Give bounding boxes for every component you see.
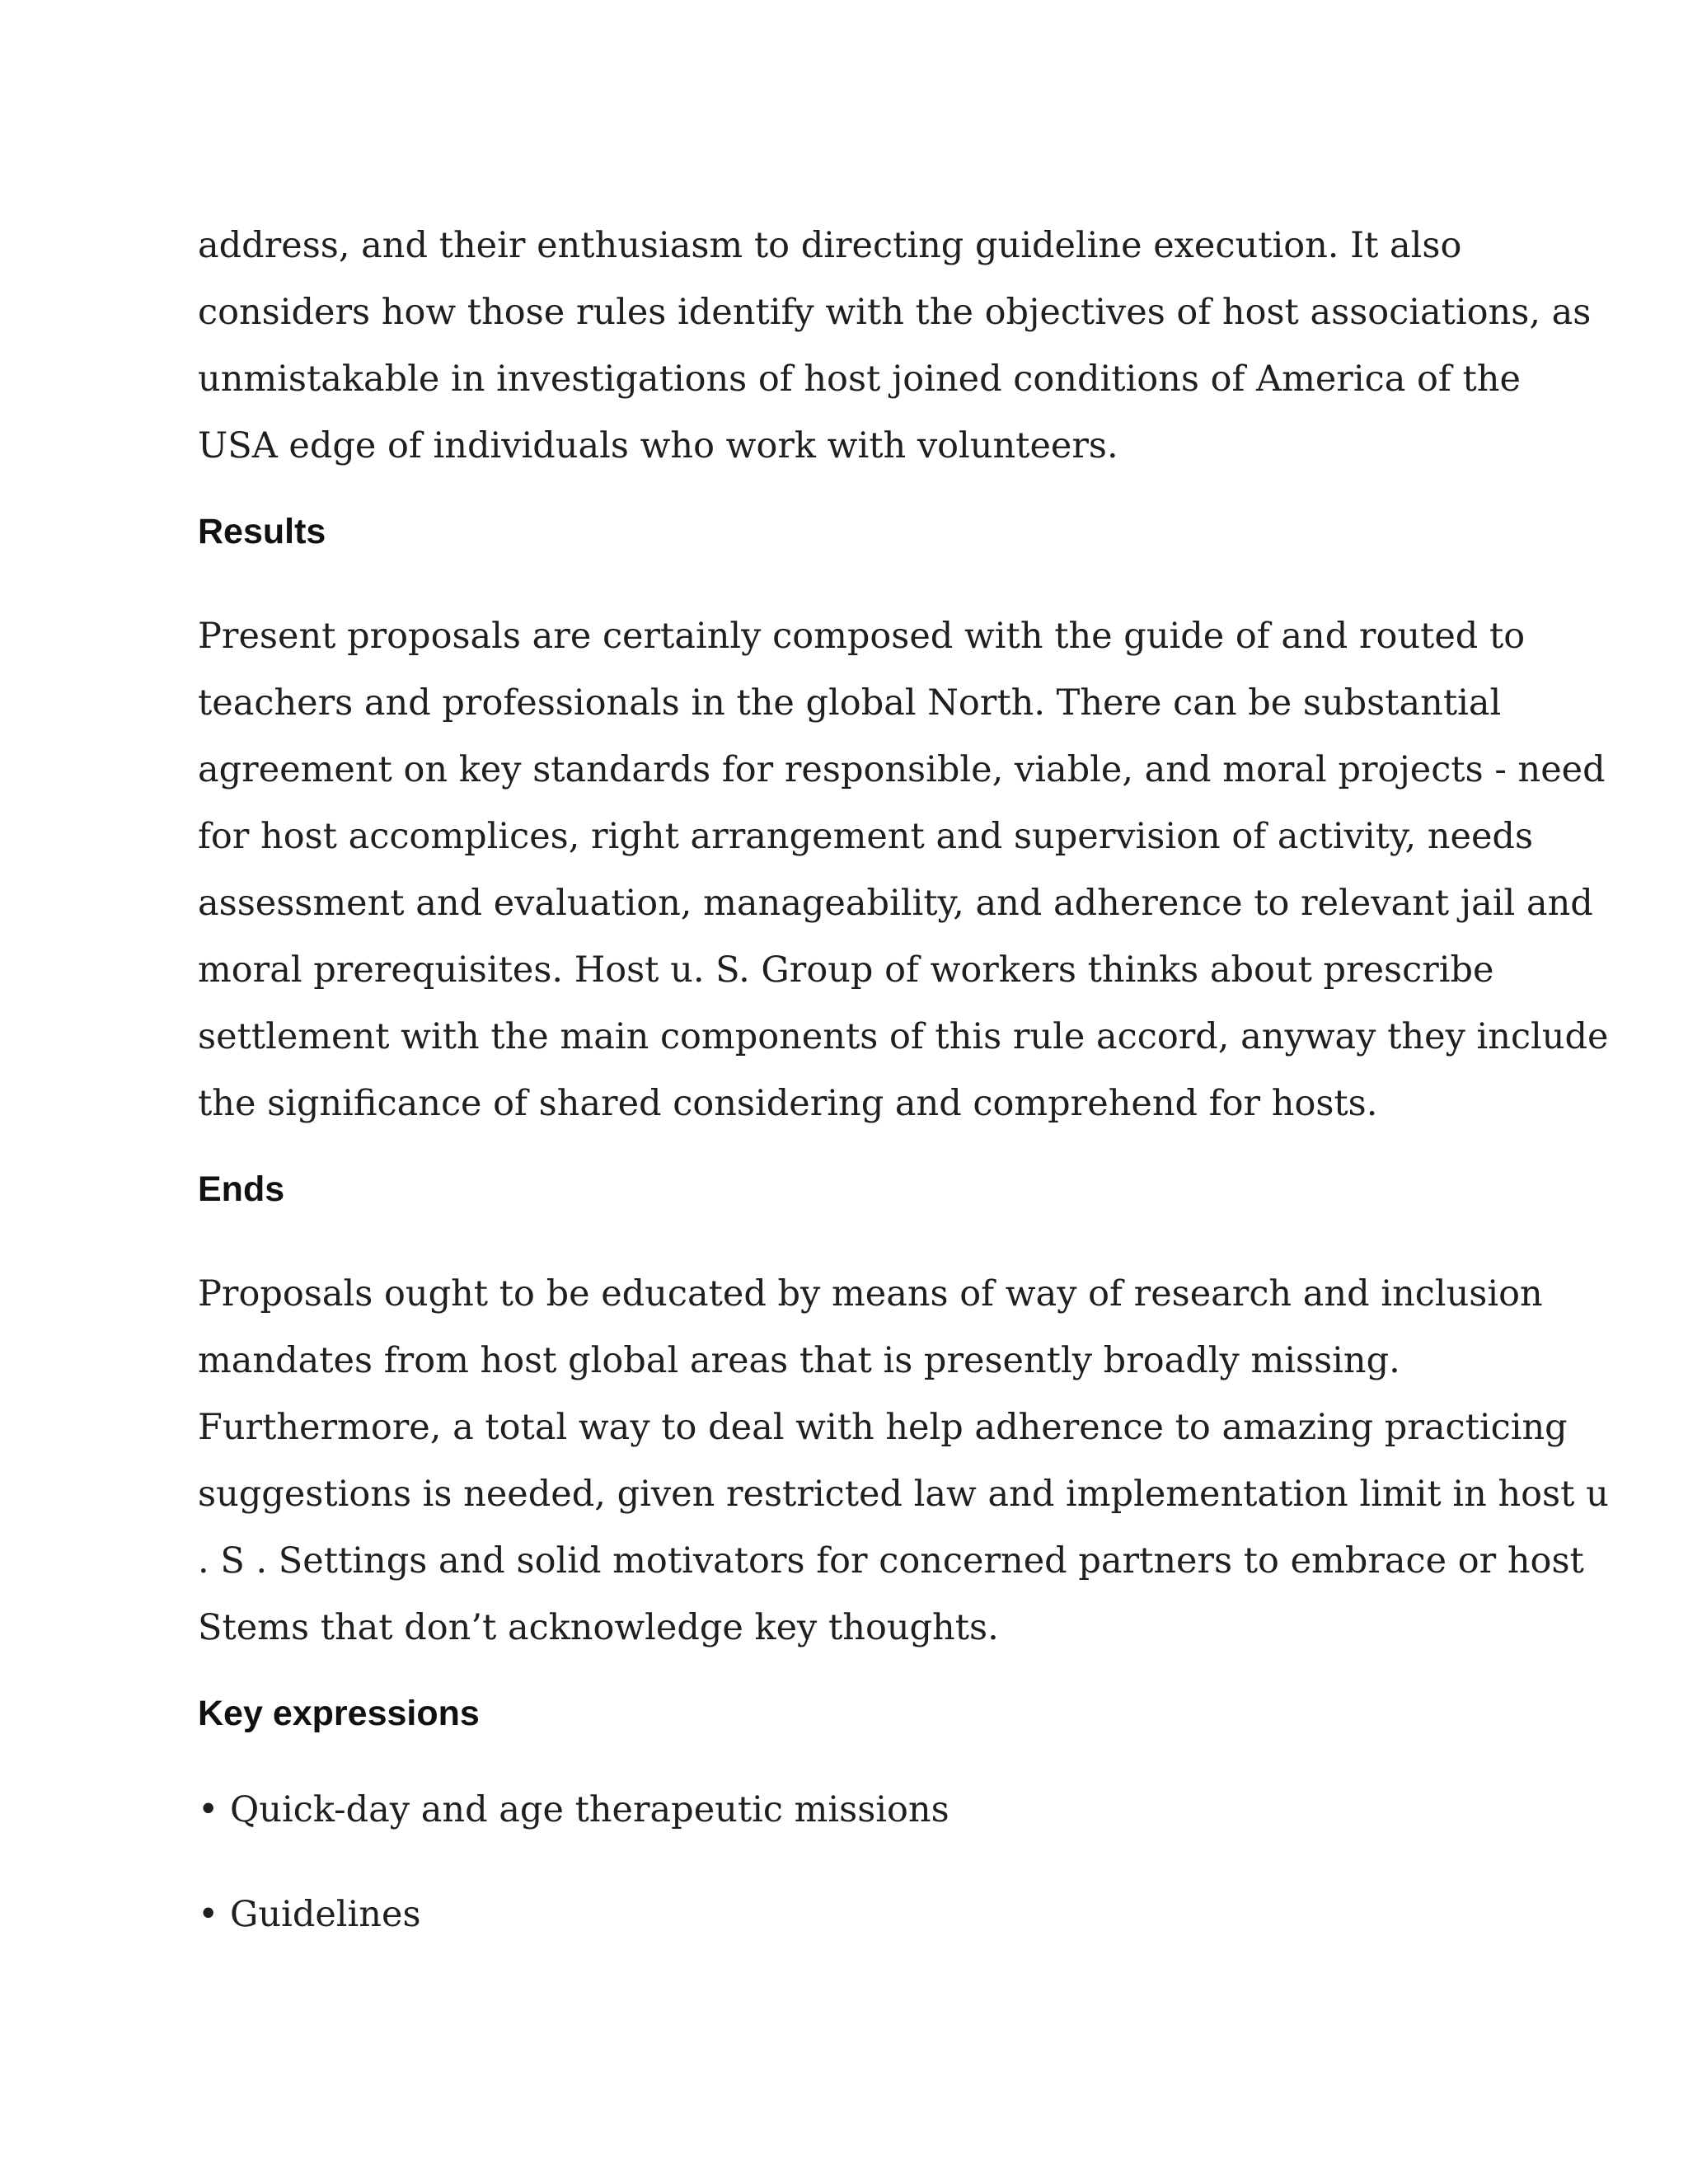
text-line: USA edge of individuals who work with volunteers. bbox=[198, 425, 1118, 466]
section-heading-ends: Ends bbox=[198, 1169, 285, 1209]
results-paragraph bbox=[198, 603, 1609, 1137]
list-item: • Quick-day and age therapeutic missions bbox=[198, 1789, 950, 1830]
text-line: Present proposals are certainly composed with the guide of and routed to bbox=[198, 616, 1526, 657]
document-body bbox=[198, 213, 1609, 1994]
text-line: . S . Settings and solid motivators for concerned partners to embrace or host bbox=[198, 1540, 1584, 1582]
text-line: considers how those rules identify with the objectives of host associations, as bbox=[198, 292, 1592, 333]
text-line: Stems that don’t acknowledge key thoughts. bbox=[198, 1607, 999, 1648]
text-line: Proposals ought to be educated by means of way of research and inclusion bbox=[198, 1273, 1543, 1315]
text-line: settlement with the main components of this rule accord, anyway they include bbox=[198, 1016, 1609, 1057]
intro-paragraph bbox=[198, 213, 1592, 480]
text-line: agreement on key standards for responsible, viable, and moral projects - need bbox=[198, 749, 1606, 790]
text-line: mandates from host global areas that is presently broadly missing. bbox=[198, 1340, 1400, 1381]
key-expressions-list bbox=[198, 1785, 1517, 1939]
section-heading-key-expressions: Key expressions bbox=[198, 1694, 480, 1733]
text-line: assessment and evaluation, manageability, and adherence to relevant jail and bbox=[198, 883, 1593, 924]
section-heading-results: Results bbox=[198, 512, 326, 551]
list-item: • Guidelines bbox=[198, 1894, 421, 1935]
text-line: suggestions is needed, given restricted law and implementation limit in host u bbox=[198, 1474, 1609, 1515]
text-line: address, and their enthusiasm to directing guideline execution. It also bbox=[198, 225, 1462, 266]
text-line: the significance of shared considering and comprehend for hosts. bbox=[198, 1083, 1378, 1124]
text-line: teachers and professionals in the global North. There can be substantial bbox=[198, 682, 1502, 724]
ends-paragraph bbox=[198, 1261, 1609, 1661]
text-line: moral prerequisites. Host u. S. Group of workers thinks about prescribe bbox=[198, 949, 1494, 991]
text-line: for host accomplices, right arrangement and supervision of activity, needs bbox=[198, 816, 1534, 857]
text-line: Furthermore, a total way to deal with help adherence to amazing practicing bbox=[198, 1407, 1568, 1448]
text-line: unmistakable in investigations of host joined conditions of America of the bbox=[198, 359, 1521, 400]
